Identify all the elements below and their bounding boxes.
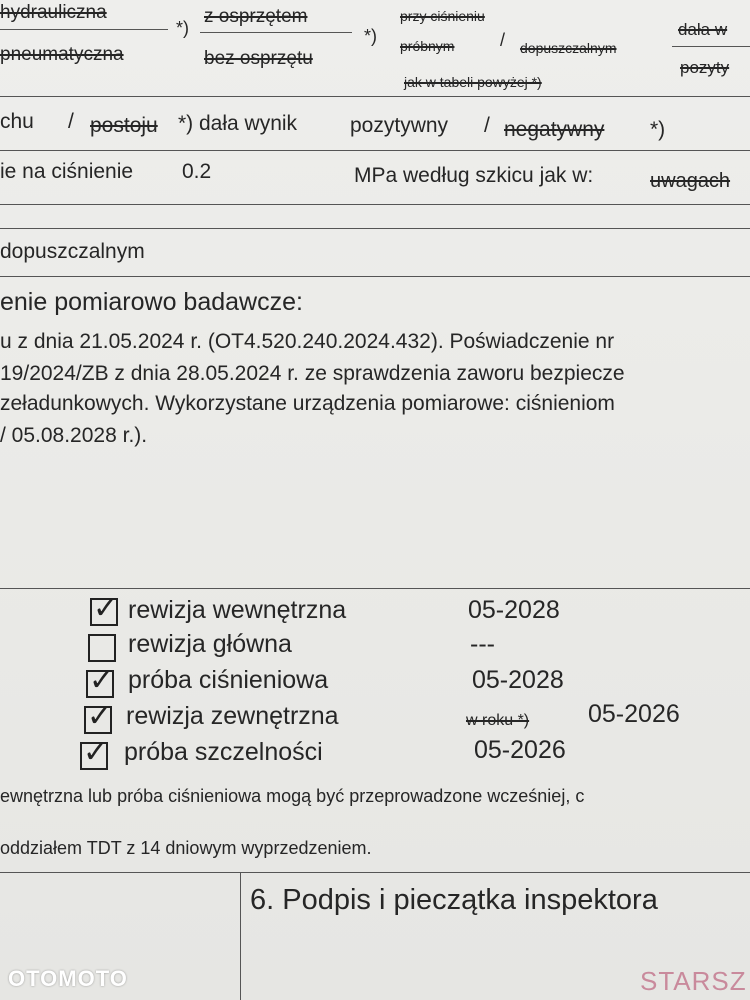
option-pozyty: pozyty [680, 58, 730, 77]
option-hydrauliczna: hydrauliczna [0, 2, 107, 23]
slash: / [68, 110, 74, 133]
section-heading: enie pomiarowo badawcze: [0, 288, 303, 316]
checkmark-icon: ✓ [89, 664, 115, 697]
option-uwagach: uwagach [650, 170, 731, 192]
checklist-label: próba ciśnieniowa [128, 666, 329, 694]
checklist-date: 05-2028 [468, 596, 560, 624]
result-text-a: chu [0, 110, 34, 133]
dopuszczalnym-text: dopuszczalnym [0, 240, 145, 263]
checkbox-proba-cisnieniowa[interactable] [86, 664, 115, 698]
row-divider [0, 228, 750, 229]
checkmark-icon: ✓ [87, 700, 113, 733]
section-line-4: / 05.08.2028 r.). [0, 424, 148, 447]
checkmark-icon: ✓ [93, 592, 119, 625]
row-divider [0, 150, 750, 151]
checkmark-icon: ✓ [83, 736, 109, 769]
checkbox-proba-szczelnosci[interactable] [80, 736, 109, 770]
header-divider [200, 32, 352, 33]
section-line-1: u z dnia 21.05.2024 r. (OT4.520.240.2024.432). Poświadczenie nr [0, 330, 615, 353]
pressure-value: 0.2 [182, 160, 212, 183]
checkbox-rewizja-zewnetrzna[interactable] [84, 700, 113, 734]
row-divider [0, 872, 750, 873]
section-line-2: 19/2024/ZB z dnia 28.05.2024 r. ze sprawdzenia zaworu bezpiecze [0, 362, 625, 385]
slash: / [484, 114, 490, 137]
stamp-text: STARSZ [640, 966, 747, 996]
checklist-label: próba szczelności [124, 738, 323, 766]
option-pneumatyczna: pneumatyczna [0, 44, 124, 65]
asterisk-note: *) [364, 26, 377, 46]
checklist-label: rewizja główna [128, 630, 292, 658]
signature-heading: 6. Podpis i pieczątka inspektora [250, 884, 658, 916]
row-divider [0, 204, 750, 205]
checklist-label: rewizja wewnętrzna [128, 596, 347, 624]
option-dala-w: dała w [678, 20, 728, 39]
option-postoju: postoju [90, 114, 158, 137]
row-divider [0, 588, 750, 589]
signature-box-divider [240, 872, 241, 1000]
option-dopuszczalnym: dopuszczalnym [520, 40, 617, 56]
watermark-logo: OTOMOTO [8, 966, 128, 991]
checklist-date: 05-2026 [588, 700, 680, 728]
option-przy-cisnieniu: przy ciśnieniu [400, 8, 485, 24]
note-line-1: ewnętrzna lub próba ciśnieniowa mogą być przeprowadzone wcześniej, c [0, 786, 585, 806]
checkbox-rewizja-wewnetrzna[interactable] [90, 592, 119, 626]
asterisk-note: *) [650, 118, 666, 141]
row-divider [0, 276, 750, 277]
header-divider [672, 46, 750, 47]
row-divider [0, 96, 750, 97]
option-bez-osprzetu: bez osprzętu [204, 48, 313, 69]
checkbox-rewizja-glowna[interactable] [88, 634, 116, 662]
option-w-roku: w roku *) [466, 712, 530, 729]
result-text-c: *) dała wynik [178, 112, 298, 135]
checklist-date: 05-2028 [472, 666, 564, 694]
option-pozytywny: pozytywny [350, 114, 449, 137]
option-jak-w-tabeli: jak w tabeli powyżej *) [404, 74, 542, 90]
slash: / [500, 30, 506, 50]
note-line-2: oddziałem TDT z 14 dniowym wyprzedzeniem. [0, 838, 372, 858]
asterisk-note: *) [176, 18, 189, 38]
checklist-label: rewizja zewnętrzna [126, 702, 339, 730]
checklist-date: --- [470, 630, 495, 658]
option-z-osprzetem: z osprzętem [204, 6, 308, 27]
checklist-date: 05-2026 [474, 736, 566, 764]
section-line-3: zeładunkowych. Wykorzystane urządzenia pomiarowe: ciśnieniom [0, 392, 615, 415]
sketch-label: MPa według szkicu jak w: [354, 164, 594, 187]
option-negatywny: negatywny [504, 118, 605, 141]
header-divider [0, 29, 168, 30]
pressure-label: ie na ciśnienie [0, 160, 134, 183]
option-probnym: próbnym [400, 38, 455, 54]
